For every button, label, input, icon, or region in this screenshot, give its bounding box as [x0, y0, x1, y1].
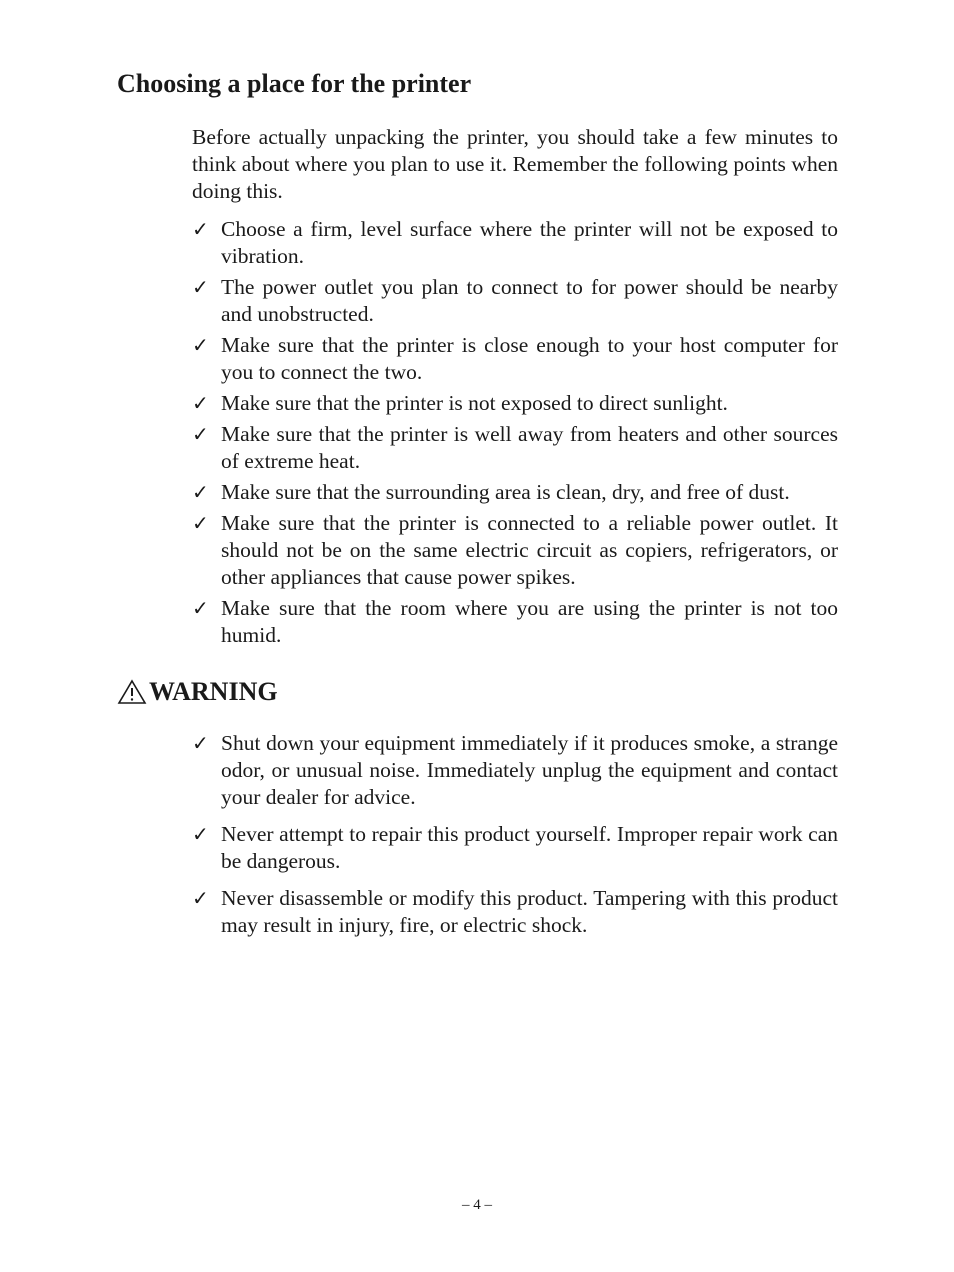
warning-item-text: Shut down your equipment immediately if it produces smoke, a strange odor, or unusual noise. Immediately unplug the equipment and contact your dealer for advice. [221, 731, 838, 809]
checkmark-icon: ✓ [192, 333, 209, 357]
warning-item-text: Never disassemble or modify this product. Tampering with this product may result in injury, fire, or electric shock. [221, 886, 838, 937]
checkmark-icon: ✓ [192, 822, 209, 846]
checklist-item [192, 595, 838, 649]
checklist-item-text: Make sure that the surrounding area is clean, dry, and free of dust. [221, 480, 790, 504]
warning-item [192, 730, 838, 811]
warning-item [192, 821, 838, 875]
checklist-item-text: The power outlet you plan to connect to for power should be nearby and unobstructed. [221, 275, 838, 326]
checkmark-icon: ✓ [192, 391, 209, 415]
checklist-item [192, 332, 838, 386]
checklist-item [192, 390, 838, 417]
checkmark-icon: ✓ [192, 596, 209, 620]
checklist-item-text: Make sure that the printer is well away from heaters and other sources of extreme heat. [221, 422, 838, 473]
warning-item [192, 885, 838, 939]
checklist-item-text: Choose a firm, level surface where the printer will not be exposed to vibration. [221, 217, 838, 268]
checkmark-icon: ✓ [192, 480, 209, 504]
checklist-item [192, 421, 838, 475]
checklist-item-text: Make sure that the room where you are using the printer is not too humid. [221, 596, 838, 647]
page-number: – 4 – [462, 1197, 492, 1213]
intro-paragraph: Before actually unpacking the printer, you should take a few minutes to think about where you plan to use it. Remember the following points when doing this. [192, 125, 838, 203]
checkmark-icon: ✓ [192, 731, 209, 755]
checklist-item-text: Make sure that the printer is not exposed to direct sunlight. [221, 391, 728, 415]
warning-heading [117, 676, 278, 708]
warning-item-text: Never attempt to repair this product yourself. Improper repair work can be dangerous. [221, 822, 838, 873]
section-heading: Choosing a place for the printer [117, 69, 472, 98]
checkmark-icon: ✓ [192, 886, 209, 910]
checkmark-icon: ✓ [192, 422, 209, 446]
checkmark-icon: ✓ [192, 511, 209, 535]
warning-title: WARNING [149, 677, 278, 706]
checklist-item [192, 274, 838, 328]
checklist-item-text: Make sure that the printer is connected to a reliable power outlet. It should not be on the same electric circuit as copiers, refrigerators, or other appliances that cause power spikes. [221, 511, 838, 589]
checklist-item [192, 510, 838, 591]
checklist-item-text: Make sure that the printer is close enough to your host computer for you to connect the two. [221, 333, 838, 384]
warning-checklist [192, 730, 838, 949]
checkmark-icon: ✓ [192, 275, 209, 299]
checklist-item [192, 479, 838, 506]
checkmark-icon: ✓ [192, 217, 209, 241]
checklist-item [192, 216, 838, 270]
warning-triangle-icon [117, 679, 147, 705]
placement-checklist [192, 216, 838, 653]
